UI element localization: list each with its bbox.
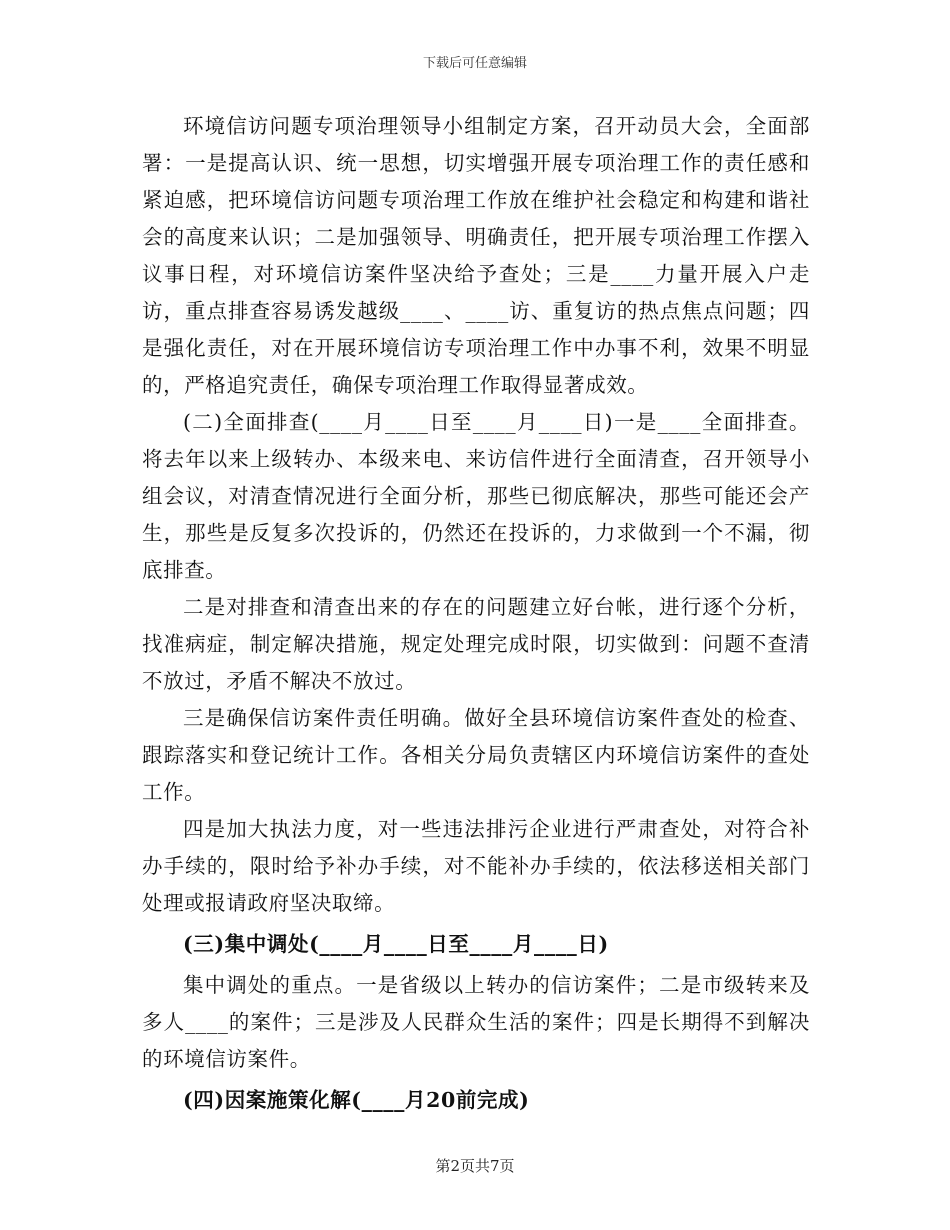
page-number: 第2页共7页 <box>435 1157 515 1175</box>
paragraph-responsibility: 三是确保信访案件责任明确。做好全县环境信访案件查处的检查、跟踪落实和登记统计工作。各相关分局负责辖区内环境信访案件的查处工作。 <box>142 706 810 804</box>
section-heading-case-resolution: (四)因案施策化解(____月20前完成) <box>183 1088 530 1112</box>
paragraph-ledger: 二是对排查和清查出来的存在的问题建立好台帐，进行逐个分析，找准病症，制定解决措施，规定处理完成时限，切实做到：问题不查清不放过，矛盾不解决不放过。 <box>142 595 810 693</box>
paragraph-enforcement: 四是加大执法力度，对一些违法排污企业进行严肃查处，对符合补办手续的，限时给予补办手续，对不能补办手续的，依法移送相关部门处理或报请政府坚决取缔。 <box>142 817 810 915</box>
section-heading-centralized-mediation: (三)集中调处(____月____日至____月____日) <box>183 932 609 956</box>
paragraph-comprehensive-check: (二)全面排查(____月____日至____月____日)一是____全面排查。将去年以来上级转办、本级来电、来访信件进行全面清查，召开领导小组会议，对清查情况进行全面分析，那些已彻底解决，那些可能还会产生，那些是反复多次投诉的，仍然还在投诉的，力求做到一个不漏，彻底排查。 <box>142 410 810 582</box>
paragraph-mediation-focus: 集中调处的重点。一是省级以上转办的信访案件；二是市级转来及多人____的案件；三是涉及人民群众生活的案件；四是长期得不到解决的环境信访案件。 <box>142 973 810 1071</box>
paragraph-deployment: 环境信访问题专项治理领导小组制定方案，召开动员大会，全面部署：一是提高认识、统一思想，切实增强开展专项治理工作的责任感和紧迫感，把环境信访问题专项治理工作放在维护社会稳定和构建和谐社会的高度来认识；二是加强领导、明确责任，把开展专项治理工作摆入议事日程，对环境信访案件坚决给予查处；三是____力量开展入户走访，重点排查容易诱发越级____、____访、重复访的热点焦点问题；四是强化责任，对在开展环境信访专项治理工作中办事不利，效果不明显的，严格追究责任，确保专项治理工作取得显著成效。 <box>142 114 810 397</box>
page-header: 下载后可任意编辑 <box>422 56 527 71</box>
document-body <box>142 108 810 1123</box>
